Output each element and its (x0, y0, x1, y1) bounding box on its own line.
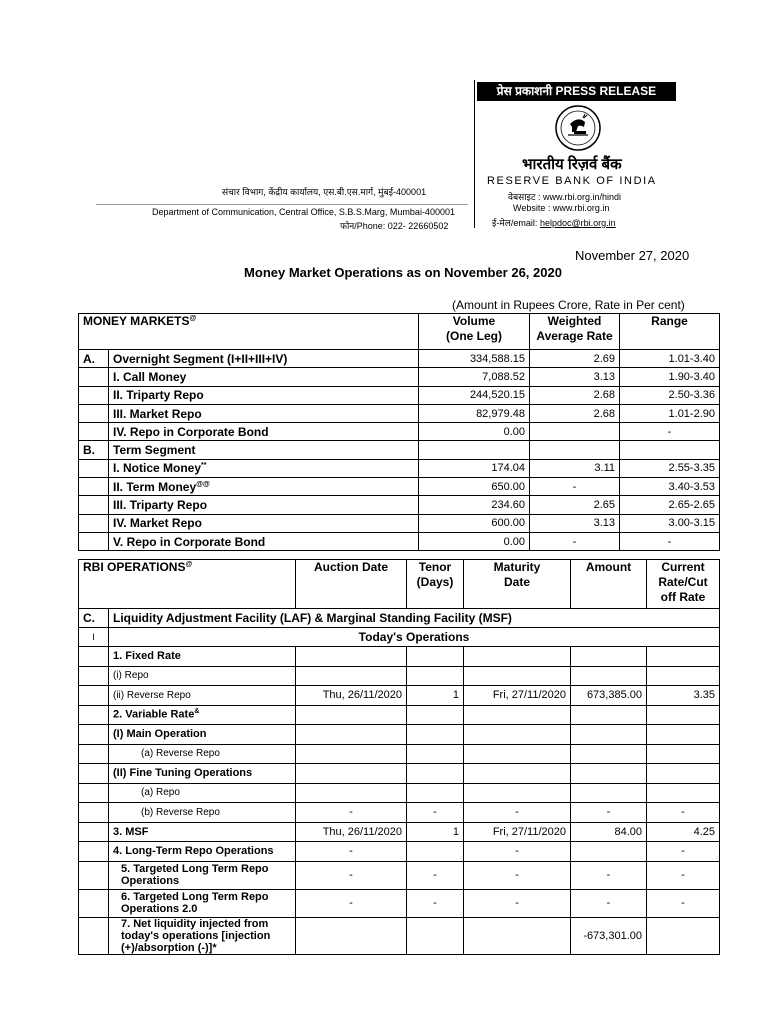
mm-rate: 3.13 (530, 514, 620, 532)
mm-volume (419, 441, 530, 459)
mm-row-label: Overnight Segment (I+II+III+IV) (109, 350, 419, 368)
page-title: Money Market Operations as on November 26, 2020 (244, 265, 562, 280)
rbi-header-auction-date: Auction Date (296, 560, 407, 609)
rbi-maturity-date: Fri, 27/11/2020 (464, 686, 571, 706)
rbi-row (79, 666, 720, 686)
rbi-maturity-date (464, 917, 571, 954)
rbi-maturity-date: Fri, 27/11/2020 (464, 822, 571, 842)
rbi-rate (647, 744, 720, 764)
mm-rate: 2.68 (530, 404, 620, 422)
mm-row-label: V. Repo in Corporate Bond (109, 532, 419, 550)
rbi-rate: 3.35 (647, 686, 720, 706)
mm-header-volume: Volume (One Leg) (419, 314, 530, 350)
rbi-row-gutter (79, 686, 109, 706)
mm-range: 3.40-3.53 (620, 478, 720, 496)
press-release-badge: प्रेस प्रकाशनी PRESS RELEASE (477, 82, 676, 101)
address-english: Department of Communication, Central Office, S.B.S.Marg, Mumbai-400001 (152, 207, 455, 217)
mm-row-label: I. Call Money (109, 368, 419, 386)
mm-section-id (79, 386, 109, 404)
website-english: Website : www.rbi.org.in (513, 203, 610, 213)
rbi-operations-table (78, 559, 720, 955)
rbi-auction-date (296, 764, 407, 784)
mm-header-range: Range (620, 314, 720, 350)
rbi-emblem-icon (554, 104, 602, 152)
rbi-tenor (407, 666, 464, 686)
mm-section-id (79, 404, 109, 422)
rbi-row-gutter (79, 764, 109, 784)
rbi-row-gutter (79, 647, 109, 667)
rbi-row (79, 861, 720, 889)
rbi-row (79, 842, 720, 862)
mm-row (79, 404, 720, 422)
rbi-row-label: (II) Fine Tuning Operations (109, 764, 296, 784)
rbi-amount: 84.00 (571, 822, 647, 842)
rbi-row (79, 783, 720, 803)
rbi-maturity-date (464, 764, 571, 784)
rbi-rate (647, 917, 720, 954)
rbi-tenor: 1 (407, 822, 464, 842)
mm-rate (530, 423, 620, 441)
rbi-row (79, 822, 720, 842)
rbi-rate: - (647, 889, 720, 917)
rbi-rate (647, 764, 720, 784)
rbi-row (79, 917, 720, 954)
mm-rate: 2.69 (530, 350, 620, 368)
mm-row (79, 350, 720, 368)
mm-volume: 7,088.52 (419, 368, 530, 386)
rbi-rate (647, 705, 720, 725)
rbi-row-label: (I) Main Operation (109, 725, 296, 745)
mm-row-label: II. Term Money@@ (109, 478, 419, 496)
rbi-maturity-date: - (464, 842, 571, 862)
rbi-amount: -673,301.00 (571, 917, 647, 954)
rbi-row-label: (ii) Reverse Repo (109, 686, 296, 706)
mm-volume: 174.04 (419, 459, 530, 477)
rbi-row (79, 803, 720, 823)
mm-rate: - (530, 532, 620, 550)
mm-range: 1.01-3.40 (620, 350, 720, 368)
address-rule (96, 204, 468, 205)
rbi-header-label: RBI OPERATIONS@ (79, 560, 296, 609)
mm-section-id (79, 423, 109, 441)
rbi-maturity-date (464, 705, 571, 725)
mm-range: 1.90-3.40 (620, 368, 720, 386)
mm-section-id (79, 459, 109, 477)
rbi-header-amount: Amount (571, 560, 647, 609)
rbi-row (79, 705, 720, 725)
mm-row (79, 532, 720, 550)
mm-section-id (79, 496, 109, 514)
mm-section-id: B. (79, 441, 109, 459)
mm-row-label: IV. Market Repo (109, 514, 419, 532)
mm-range: 3.00-3.15 (620, 514, 720, 532)
rbi-amount (571, 647, 647, 667)
mm-header-label: MONEY MARKETS@ (79, 314, 419, 350)
rbi-amount (571, 705, 647, 725)
rbi-row-gutter (79, 917, 109, 954)
mm-row (79, 496, 720, 514)
address-hindi: संचार विभाग, केंद्रीय कार्यालय, एस.बी.एस.मार्ग, मुंबई-400001 (222, 187, 427, 197)
mm-row-label: Term Segment (109, 441, 419, 459)
mm-rate: 2.68 (530, 386, 620, 404)
mm-rate: 3.11 (530, 459, 620, 477)
rbi-auction-date (296, 647, 407, 667)
mm-row (79, 441, 720, 459)
rbi-auction-date: - (296, 889, 407, 917)
release-date: November 27, 2020 (575, 248, 690, 263)
mm-volume: 234.60 (419, 496, 530, 514)
rbi-row-label: (i) Repo (109, 666, 296, 686)
rbi-tenor: 1 (407, 686, 464, 706)
rbi-row (79, 764, 720, 784)
mm-volume: 244,520.15 (419, 386, 530, 404)
mm-volume: 334,588.15 (419, 350, 530, 368)
mm-range: 2.55-3.35 (620, 459, 720, 477)
section-c-label: Liquidity Adjustment Facility (LAF) & Marginal Standing Facility (MSF) (109, 609, 720, 628)
mm-rate: 2.65 (530, 496, 620, 514)
rbi-tenor (407, 783, 464, 803)
rbi-amount (571, 764, 647, 784)
rbi-header-maturity: Maturity Date (464, 560, 571, 609)
rbi-row-gutter (79, 803, 109, 823)
mm-volume: 82,979.48 (419, 404, 530, 422)
section-c-id: C. (79, 609, 109, 628)
rbi-rate (647, 725, 720, 745)
rbi-maturity-date: - (464, 861, 571, 889)
rbi-maturity-date (464, 725, 571, 745)
rbi-row-label: 4. Long-Term Repo Operations (109, 842, 296, 862)
mm-row (79, 478, 720, 496)
rbi-amount (571, 725, 647, 745)
rbi-row-gutter (79, 861, 109, 889)
mm-rate (530, 441, 620, 459)
rbi-amount: - (571, 861, 647, 889)
mm-section-id (79, 532, 109, 550)
rbi-auction-date: - (296, 842, 407, 862)
rbi-row-label: (a) Reverse Repo (109, 744, 296, 764)
rbi-tenor (407, 744, 464, 764)
rbi-rate: - (647, 842, 720, 862)
mm-volume: 650.00 (419, 478, 530, 496)
mm-volume: 0.00 (419, 423, 530, 441)
rbi-tenor (407, 842, 464, 862)
rbi-row-label: (a) Repo (109, 783, 296, 803)
rbi-amount (571, 666, 647, 686)
rbi-tenor: - (407, 861, 464, 889)
rbi-auction-date (296, 705, 407, 725)
mm-row-label: IV. Repo in Corporate Bond (109, 423, 419, 441)
rbi-row-gutter (79, 725, 109, 745)
rbi-tenor: - (407, 889, 464, 917)
rbi-amount (571, 842, 647, 862)
mm-range: 2.50-3.36 (620, 386, 720, 404)
rbi-maturity-date (464, 666, 571, 686)
rbi-row-label: 7. Net liquidity injected from today's operations [injection (+)/absorption (-)]* (109, 917, 296, 954)
mm-row-label: III. Market Repo (109, 404, 419, 422)
email-line (492, 216, 616, 229)
mm-row (79, 459, 720, 477)
mm-rate: - (530, 478, 620, 496)
email-link[interactable]: helpdoc@rbi.org.in (539, 218, 616, 228)
rbi-maturity-date (464, 647, 571, 667)
mm-volume: 0.00 (419, 532, 530, 550)
mm-section-id (79, 514, 109, 532)
phone: फोन/Phone: 022- 22660502 (340, 221, 449, 231)
rbi-auction-date (296, 917, 407, 954)
rbi-amount: 673,385.00 (571, 686, 647, 706)
rbi-tenor (407, 647, 464, 667)
bank-name-english: RESERVE BANK OF INDIA (487, 175, 657, 187)
mm-header-wavg: Weighted Average Rate (530, 314, 620, 350)
rbi-row-label: 2. Variable Rate& (109, 705, 296, 725)
rbi-auction-date: - (296, 803, 407, 823)
mm-rate: 3.13 (530, 368, 620, 386)
rbi-header-tenor: Tenor (Days) (407, 560, 464, 609)
mm-range: 2.65-2.65 (620, 496, 720, 514)
bank-name-hindi: भारतीय रिज़र्व बैंक (522, 156, 622, 173)
rbi-row-gutter (79, 666, 109, 686)
rbi-header-rate: Current Rate/Cut off Rate (647, 560, 720, 609)
rbi-header-row (79, 560, 720, 609)
rbi-section-c-row (79, 609, 720, 628)
mm-range: - (620, 423, 720, 441)
mm-header-row (79, 314, 720, 350)
rbi-rate (647, 783, 720, 803)
rbi-auction-date (296, 783, 407, 803)
mm-section-id: A. (79, 350, 109, 368)
rbi-maturity-date (464, 783, 571, 803)
rbi-auction-date (296, 744, 407, 764)
mm-range: 1.01-2.90 (620, 404, 720, 422)
rbi-tenor (407, 917, 464, 954)
rbi-row (79, 686, 720, 706)
units-note: (Amount in Rupees Crore, Rate in Per cent) (452, 298, 685, 312)
rbi-amount: - (571, 889, 647, 917)
rbi-row-label: (b) Reverse Repo (109, 803, 296, 823)
money-markets-table (78, 313, 720, 551)
mm-row (79, 514, 720, 532)
mm-volume: 600.00 (419, 514, 530, 532)
rbi-todays-row (79, 628, 720, 647)
todays-id: I (79, 628, 109, 647)
mm-row-label: II. Triparty Repo (109, 386, 419, 404)
rbi-auction-date: - (296, 861, 407, 889)
rbi-rate (647, 666, 720, 686)
mm-range (620, 441, 720, 459)
rbi-auction-date: Thu, 26/11/2020 (296, 686, 407, 706)
todays-label: Today's Operations (109, 628, 720, 647)
rbi-tenor: - (407, 803, 464, 823)
rbi-amount (571, 783, 647, 803)
rbi-row (79, 744, 720, 764)
rbi-auction-date (296, 725, 407, 745)
email-label: ई-मेल/email: (492, 218, 538, 228)
mm-row (79, 423, 720, 441)
rbi-row (79, 889, 720, 917)
rbi-maturity-date: - (464, 889, 571, 917)
rbi-rate: 4.25 (647, 822, 720, 842)
rbi-auction-date: Thu, 26/11/2020 (296, 822, 407, 842)
rbi-row-gutter (79, 783, 109, 803)
rbi-row-label: 1. Fixed Rate (109, 647, 296, 667)
rbi-auction-date (296, 666, 407, 686)
rbi-row (79, 647, 720, 667)
mm-row-label: I. Notice Money** (109, 459, 419, 477)
rbi-row (79, 725, 720, 745)
rbi-rate (647, 647, 720, 667)
rbi-tenor (407, 764, 464, 784)
header-divider (474, 80, 475, 228)
rbi-rate: - (647, 803, 720, 823)
rbi-maturity-date: - (464, 803, 571, 823)
mm-row (79, 386, 720, 404)
rbi-row-gutter (79, 822, 109, 842)
mm-range: - (620, 532, 720, 550)
mm-section-id (79, 478, 109, 496)
mm-row (79, 368, 720, 386)
rbi-amount (571, 744, 647, 764)
rbi-tenor (407, 705, 464, 725)
rbi-tenor (407, 725, 464, 745)
rbi-row-gutter (79, 842, 109, 862)
rbi-row-label: 5. Targeted Long Term Repo Operations (109, 861, 296, 889)
mm-section-id (79, 368, 109, 386)
mm-row-label: III. Triparty Repo (109, 496, 419, 514)
rbi-rate: - (647, 861, 720, 889)
rbi-row-gutter (79, 889, 109, 917)
rbi-row-gutter (79, 705, 109, 725)
rbi-row-gutter (79, 744, 109, 764)
rbi-row-label: 3. MSF (109, 822, 296, 842)
rbi-row-label: 6. Targeted Long Term Repo Operations 2.0 (109, 889, 296, 917)
website-hindi: वेबसाइट : www.rbi.org.in/hindi (508, 192, 622, 202)
rbi-amount: - (571, 803, 647, 823)
rbi-maturity-date (464, 744, 571, 764)
